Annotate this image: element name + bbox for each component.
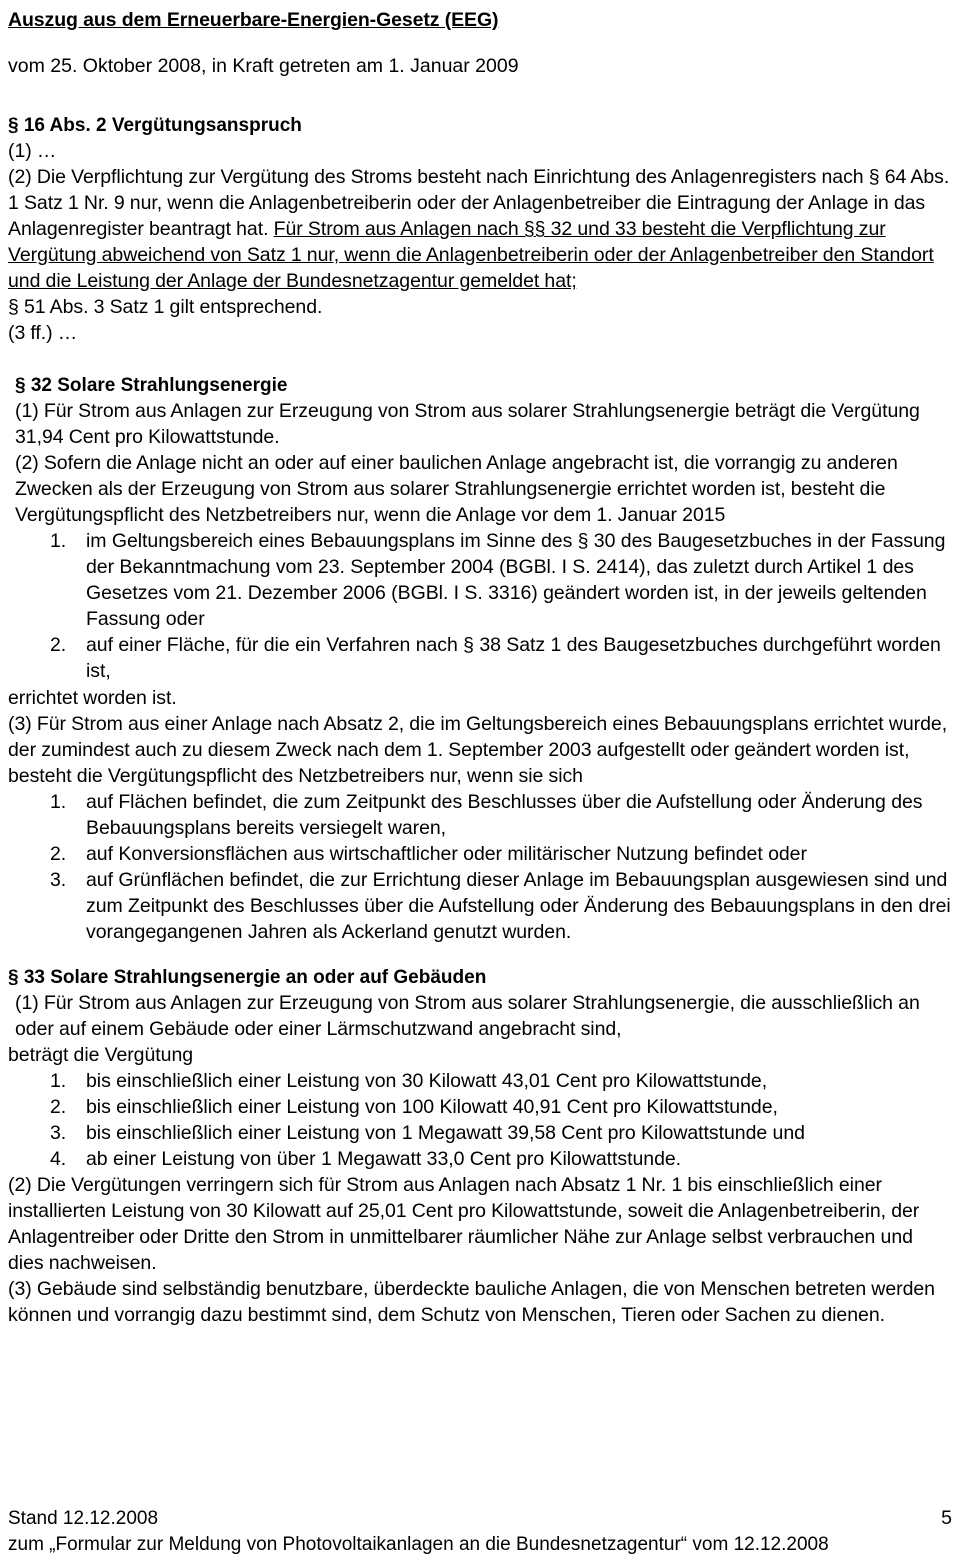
list-marker: 4. xyxy=(50,1148,67,1171)
footer-top-row xyxy=(8,1505,952,1532)
list-item-text: auf Konversionsflächen aus wirtschaftlicher oder militärischer Nutzung befindet oder xyxy=(86,842,807,865)
list-item xyxy=(8,528,952,632)
section-32-absatz-2-list xyxy=(8,528,952,684)
section-16-paragraph-3: § 51 Abs. 3 Satz 1 gilt entsprechend. xyxy=(8,296,323,319)
page-footer xyxy=(8,1505,952,1558)
list-item-text: auf einer Fläche, für die ein Verfahren nach § 38 Satz 1 des Baugesetzbuches durchgeführt worden ist, xyxy=(86,634,941,683)
section-32-absatz-2-outro: errichtet worden ist. xyxy=(8,686,177,709)
list-marker: 2. xyxy=(50,634,67,657)
list-marker: 3. xyxy=(50,868,67,891)
list-marker: 2. xyxy=(50,1096,67,1119)
section-33-absatz-3: (3) Gebäude sind selbständig benutzbare, überdeckte bauliche Anlagen, die von Menschen betreten werden können und vorrangig dazu bestimmt sind, dem Schutz von Menschen, Tieren oder Sachen zu dienen. xyxy=(8,1278,935,1327)
list-marker: 1. xyxy=(50,1069,67,1092)
document-title: Auszug aus dem Erneuerbare-Energien-Gesetz (EEG) xyxy=(8,9,499,31)
spacer xyxy=(8,945,952,965)
list-item-text: im Geltungsbereich eines Bebauungsplans im Sinne des § 30 des Baugesetzbuches in der Fassung der Bekanntmachung vom 23. September 2004 (BGBl. I S. 2414), das zuletzt durch Artikel 1 des Gesetzes vom 21. Dezember 2006 (BGBl. I S. 3316) geändert worden ist, in der jeweils geltenden Fassung oder xyxy=(86,530,946,631)
section-16-paragraph-2 xyxy=(8,164,952,294)
list-item-text: bis einschließlich einer Leistung von 1 Megawatt 39,58 Cent pro Kilowattstunde und xyxy=(86,1122,805,1145)
section-32-absatz-1: (1) Für Strom aus Anlagen zur Erzeugung von Strom aus solarer Strahlungsenergie beträgt die Vergütung 31,94 Cent pro Kilowattstunde. xyxy=(15,400,920,449)
section-33-tariff-list xyxy=(8,1068,952,1172)
list-item xyxy=(8,1120,952,1146)
spacer xyxy=(8,346,952,373)
list-item-text: bis einschließlich einer Leistung von 100 Kilowatt 40,91 Cent pro Kilowattstunde, xyxy=(86,1096,778,1119)
section-33-absatz-1-intro: (1) Für Strom aus Anlagen zur Erzeugung von Strom aus solarer Strahlungsenergie, die ausschließlich an oder auf einem Gebäude oder einer Lärmschutzwand angebracht sind, xyxy=(15,991,920,1040)
list-marker: 1. xyxy=(50,530,67,553)
footer-status-line: Stand 12.12.2008 xyxy=(8,1508,159,1530)
list-item xyxy=(8,1094,952,1120)
section-33-absatz-2: (2) Die Vergütungen verringern sich für Strom aus Anlagen nach Absatz 1 Nr. 1 bis einschließlich einer installierten Leistung von 30 Kilowatt auf 25,01 Cent pro Kilowattstunde, soweit die Anlagenbetreiberin, der Anlagentreiber oder Dritte den Strom in unmittelbarer räumlicher Nähe zur Anlage selbst verbrauchen und dies nachweisen. xyxy=(8,1174,920,1275)
list-marker: 3. xyxy=(50,1122,67,1145)
page-number: 5 xyxy=(941,1507,952,1530)
list-item xyxy=(8,867,952,945)
list-marker: 2. xyxy=(50,842,67,865)
list-item xyxy=(8,1146,952,1172)
list-item-text: auf Grünflächen befindet, die zur Errichtung dieser Anlage im Bebauungsplan ausgewiesen sind und zum Zeitpunkt des Beschlusses über die Aufstellung oder Änderung des Bebauungsplans in den drei vorangegangenen Jahren als Ackerland genutzt wurden. xyxy=(86,868,951,943)
section-heading-16: § 16 Abs. 2 Vergütungsanspruch xyxy=(8,114,302,136)
section-16-paragraph-2-plain: (2) Die Verpflichtung zur Vergütung des Stroms besteht nach Einrichtung des Anlagenregisters nach § 64 Abs. 1 Satz 1 Nr. 9 nur, wenn die Anlagenbetreiberin oder der Anlagenbetreiber die Eintragung der Anlage in das Anlagenregister beantragt hat. xyxy=(8,165,950,240)
list-item-text: auf Flächen befindet, die zum Zeitpunkt des Beschlusses über die Aufstellung oder Änderung des Bebauungsplans bereits versiegelt waren, xyxy=(86,790,923,839)
section-33-absatz-1-lead: beträgt die Vergütung xyxy=(8,1043,194,1066)
list-item xyxy=(8,789,952,841)
section-16-paragraph-1: (1) … xyxy=(8,139,57,162)
section-32-absatz-3-intro: (3) Für Strom aus einer Anlage nach Absatz 2, die im Geltungsbereich eines Bebauungsplans errichtet wurde, der zumindest auch zu diesem Zweck nach dem 1. September 2003 aufgestellt oder geändert worden ist, besteht die Vergütungspflicht des Netzbetreibers nur, wenn sie sich xyxy=(8,712,948,787)
section-32-absatz-3-list xyxy=(8,789,952,945)
section-16-paragraph-4: (3 ff.) … xyxy=(8,322,78,345)
list-marker: 1. xyxy=(50,790,67,813)
list-item xyxy=(8,1068,952,1094)
section-32-absatz-2-intro: (2) Sofern die Anlage nicht an oder auf einer baulichen Anlage angebracht ist, die vorrangig zu anderen Zwecken als der Erzeugung von Strom aus solarer Strahlungsenergie errichtet worden ist, besteht die Vergütungspflicht des Netzbetreibers nur, wenn die Anlage vor dem 1. Januar 2015 xyxy=(15,452,898,527)
section-16-paragraph-2-underlined: Für Strom aus Anlagen nach §§ 32 und 33 besteht die Verpflichtung zur Vergütung abweichend von Satz 1 nur, wenn die Anlagenbetreiberin oder der Anlagenbetreiber den Standort und die Leistung der Anlage der Bundesnetzagentur gemeldet hat; xyxy=(8,217,934,292)
document-body xyxy=(8,8,952,1328)
list-item xyxy=(8,632,952,684)
footer-reference-line: zum „Formular zur Meldung von Photovoltaikanlagen an die Bundesnetzagentur“ vom 12.12.2008 xyxy=(8,1534,829,1556)
section-heading-33: § 33 Solare Strahlungsenergie an oder auf Gebäuden xyxy=(8,966,487,988)
spacer xyxy=(8,79,952,113)
section-heading-32: § 32 Solare Strahlungsenergie xyxy=(15,375,288,397)
list-item-text: bis einschließlich einer Leistung von 30 Kilowatt 43,01 Cent pro Kilowattstunde, xyxy=(86,1069,768,1092)
document-subtitle: vom 25. Oktober 2008, in Kraft getreten am 1. Januar 2009 xyxy=(8,55,519,78)
list-item-text: ab einer Leistung von über 1 Megawatt 33,0 Cent pro Kilowattstunde. xyxy=(86,1148,682,1171)
list-item xyxy=(8,841,952,867)
